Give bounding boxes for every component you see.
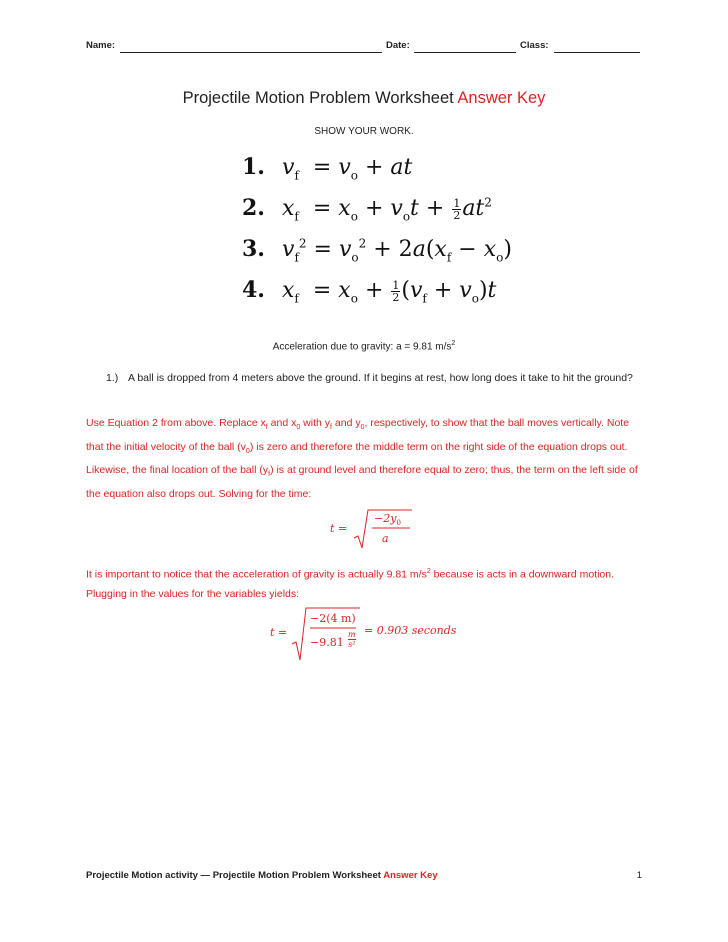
- acceleration-text: Acceleration due to gravity: a = 9.81 m/s: [272, 341, 452, 353]
- class-line: [554, 52, 640, 53]
- equation-number: 4.: [242, 277, 265, 303]
- name-label: Name:: [86, 40, 116, 51]
- equation-list: [242, 154, 562, 318]
- name-line: [120, 52, 382, 53]
- question-text: A ball is dropped from 4 meters above the ground. If it begins at rest, how long does it take to hit the ground?: [128, 372, 633, 384]
- question-number: 1.): [106, 372, 119, 384]
- date-label: Date:: [386, 40, 410, 51]
- formula-denominator: a: [382, 532, 389, 545]
- date-line: [414, 52, 516, 53]
- page-number: 1: [636, 870, 642, 881]
- formula-denominator: −9.81: [310, 636, 344, 649]
- formula-result: = 0.903 seconds: [364, 624, 457, 637]
- formula-lhs: t =: [270, 626, 288, 639]
- footer-text: Projectile Motion activity — Projectile Motion Problem Worksheet: [86, 870, 381, 881]
- instruction: SHOW YOUR WORK.: [314, 126, 414, 137]
- equation-number: 1.: [242, 154, 265, 180]
- page-title: [0, 89, 728, 108]
- answer-paragraph-1: Use Equation 2 from above. Replace $x_f$ and $x_0$ with $y_f$ and $y_0$, respectively, to show that the ball moves vertically. Note that the initial velocity of the ball $(v_0)$ is zero and therefore the middle term on the right side of the equation drops out. Likewise, the final location of the ball $(y_f)$ is at ground level and therefore equal to zero; thus, the term on the left side of the equation also drops out. Solving for the time:: [86, 417, 638, 500]
- time-formula: [330, 508, 430, 552]
- equation-number: 3.: [242, 236, 265, 262]
- question-1: [106, 369, 646, 387]
- equation-2: 2. $x_f = x_o + v_ot$ + $\frac{1}{2}$ $at^2$: [242, 195, 492, 224]
- answer-paragraph-2: It is important to notice that the acceleration of gravity is actually 9.81 $m/s^2$ because is acts in a downward motion. Plugging in the values for the variables yields:: [86, 568, 615, 600]
- formula-numerator: −2(4 m): [310, 612, 356, 625]
- title-main: Projectile Motion Problem Worksheet: [182, 89, 454, 107]
- formula-numerator: $-2y_0$: [374, 512, 401, 528]
- class-label: Class:: [520, 40, 549, 51]
- equation-3: 3. $v_f^2 = v_o^2 + 2a(x_f - x_o)$: [242, 236, 512, 265]
- equation-1: 1. $v_f = v_o$ + at: [242, 154, 413, 183]
- equation-number: 2.: [242, 195, 265, 221]
- acceleration-note: [0, 340, 728, 352]
- footer-answer-key: Answer Key: [383, 870, 438, 881]
- acceleration-exponent: 2: [451, 340, 456, 347]
- equation-4: 4. $x_f = x_o$ + $\frac{1}{2}$ $(v_f + v_o)t$: [242, 277, 497, 306]
- header-fields: [86, 40, 640, 56]
- title-answer-key: Answer Key: [457, 89, 546, 107]
- time-solution-formula: [270, 606, 470, 666]
- unit-fraction: m s²: [348, 630, 356, 649]
- page-footer: [86, 870, 642, 881]
- formula-lhs: t =: [330, 522, 348, 535]
